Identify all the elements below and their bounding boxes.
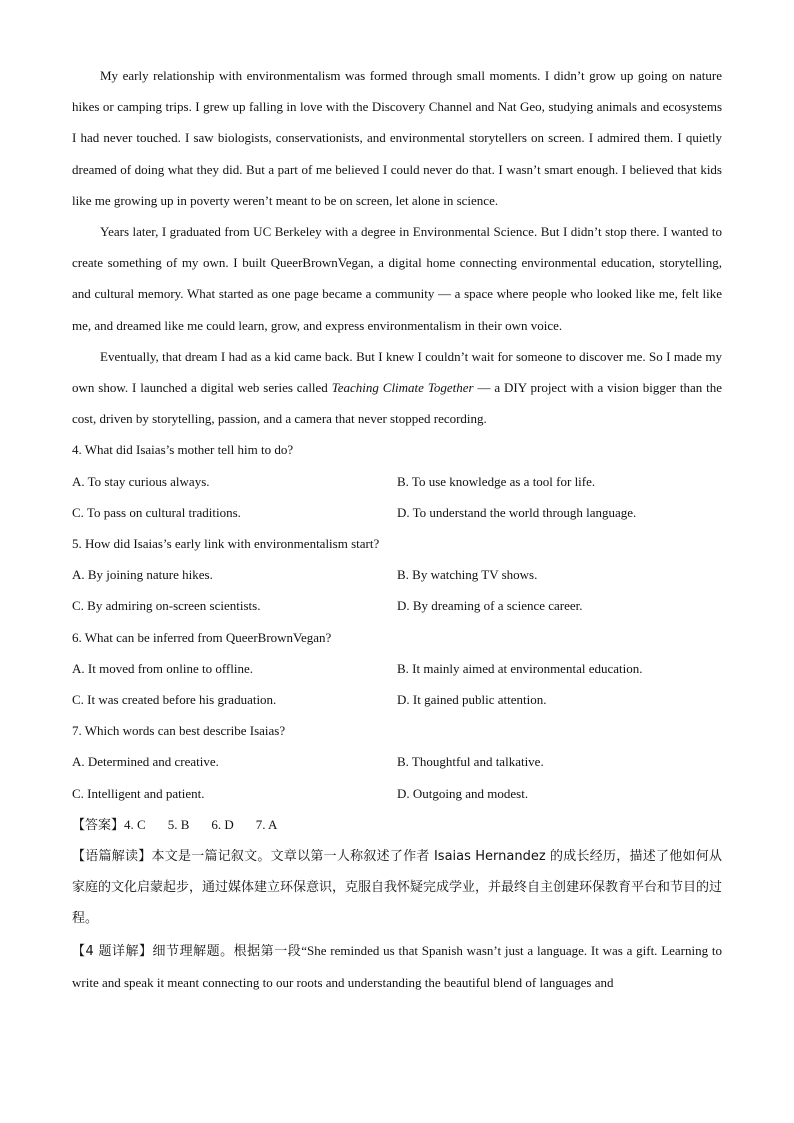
options-row bbox=[72, 559, 722, 590]
question-6 bbox=[72, 622, 722, 716]
question-stem: 4. What did Isaias’s mother tell him to do? bbox=[72, 442, 294, 458]
options-row bbox=[72, 653, 722, 684]
question-4-explanation bbox=[72, 935, 722, 998]
option-a: A. It moved from online to offline. bbox=[72, 660, 254, 676]
passage-analysis bbox=[72, 841, 722, 935]
option-d: D. Outgoing and modest. bbox=[397, 785, 529, 801]
option-a: A. By joining nature hikes. bbox=[72, 567, 213, 583]
answer-7: 7. A bbox=[255, 816, 278, 832]
answer-4: 4. C bbox=[124, 816, 146, 832]
options-row bbox=[72, 590, 722, 621]
paragraph-3-text-start: Eventually, that dream I had as a kid came back. But I knew I couldn’t wait for someone to discover me. So I made my own show. I launched a digital web series called bbox=[72, 348, 722, 396]
explanation-label: 【4 题详解】 bbox=[72, 943, 153, 959]
option-b: B. To use knowledge as a tool for life. bbox=[397, 473, 596, 489]
passage-paragraph-1: My early relationship with environmentalism was formed through small moments. I didn’t grow up going on nature hikes or camping trips. I grew up falling in love with the Discovery Channel and Nat Geo, studying animals and ecosystems I had never touched. I saw biologists, conservationists, and environmental storytellers on screen. I admired them. I quietly dreamed of doing what they did. But a part of me believed I could never do that. I wasn’t smart enough. I believed that kids like me growing up in poverty weren’t meant to be on screen, let alone in science. bbox=[72, 68, 722, 208]
options-row bbox=[72, 497, 722, 528]
explanation-text: 细节理解题。根据第一段“She reminded us that Spanish wasn’t just a language. It was a gift. Learning to write and speak it meant connecting to our roots and understanding the beautiful blend of languages and bbox=[72, 942, 723, 990]
question-4 bbox=[72, 434, 722, 528]
option-c: C. Intelligent and patient. bbox=[72, 785, 205, 801]
document-page bbox=[72, 60, 722, 998]
option-c: C. It was created before his graduation. bbox=[72, 692, 277, 708]
question-5 bbox=[72, 528, 722, 622]
answer-5: 5. B bbox=[167, 816, 190, 832]
question-stem: 5. How did Isaias’s early link with environmentalism start? bbox=[72, 536, 380, 552]
options-row bbox=[72, 778, 722, 809]
answer-key bbox=[72, 809, 722, 841]
answer-label: 【答案】 bbox=[72, 817, 125, 833]
option-c: C. To pass on cultural traditions. bbox=[72, 504, 241, 520]
option-b: B. It mainly aimed at environmental education. bbox=[397, 660, 643, 676]
option-a: A. To stay curious always. bbox=[72, 473, 210, 489]
answer-6: 6. D bbox=[211, 816, 234, 832]
passage-paragraph-2: Years later, I graduated from UC Berkeley with a degree in Environmental Science. But I didn’t stop there. I wanted to create something of my own. I built QueerBrownVegan, a digital home connecting environmental education, storytelling, and cultural memory. What started as one page became a community — a space where people who looked like me, felt like me, and dreamed like me could learn, grow, and express environmentalism in their own voice. bbox=[72, 224, 722, 333]
question-7 bbox=[72, 715, 722, 809]
option-b: B. Thoughtful and talkative. bbox=[397, 754, 544, 770]
option-d: D. By dreaming of a science career. bbox=[397, 598, 583, 614]
question-stem: 7. Which words can best describe Isaias? bbox=[72, 723, 286, 739]
option-d: D. To understand the world through language. bbox=[397, 504, 637, 520]
options-row bbox=[72, 466, 722, 497]
analysis-text: 本文是一篇记叙文。文章以第一人称叙述了作者 Isaias Hernandez 的成长经历，描述了他如何从家庭的文化启蒙起步，通过媒体建立环保意识，克服自我怀疑完成学业，并最终自主创建环保教育平台和节目的过程。 bbox=[72, 849, 723, 927]
option-b: B. By watching TV shows. bbox=[397, 567, 538, 583]
option-c: C. By admiring on-screen scientists. bbox=[72, 598, 261, 614]
passage-paragraph-3 bbox=[72, 341, 722, 435]
options-row bbox=[72, 746, 722, 777]
question-stem: 6. What can be inferred from QueerBrownVegan? bbox=[72, 629, 332, 645]
analysis-label: 【语篇解读】 bbox=[72, 849, 152, 865]
paragraph-3-text-end: — a DIY project with a vision bigger than the cost, driven by storytelling, passion, and a camera that never stopped recording. bbox=[72, 380, 723, 427]
option-d: D. It gained public attention. bbox=[397, 692, 547, 708]
options-row bbox=[72, 684, 722, 715]
series-title: Teaching Climate Together bbox=[331, 380, 474, 396]
option-a: A. Determined and creative. bbox=[72, 754, 219, 770]
